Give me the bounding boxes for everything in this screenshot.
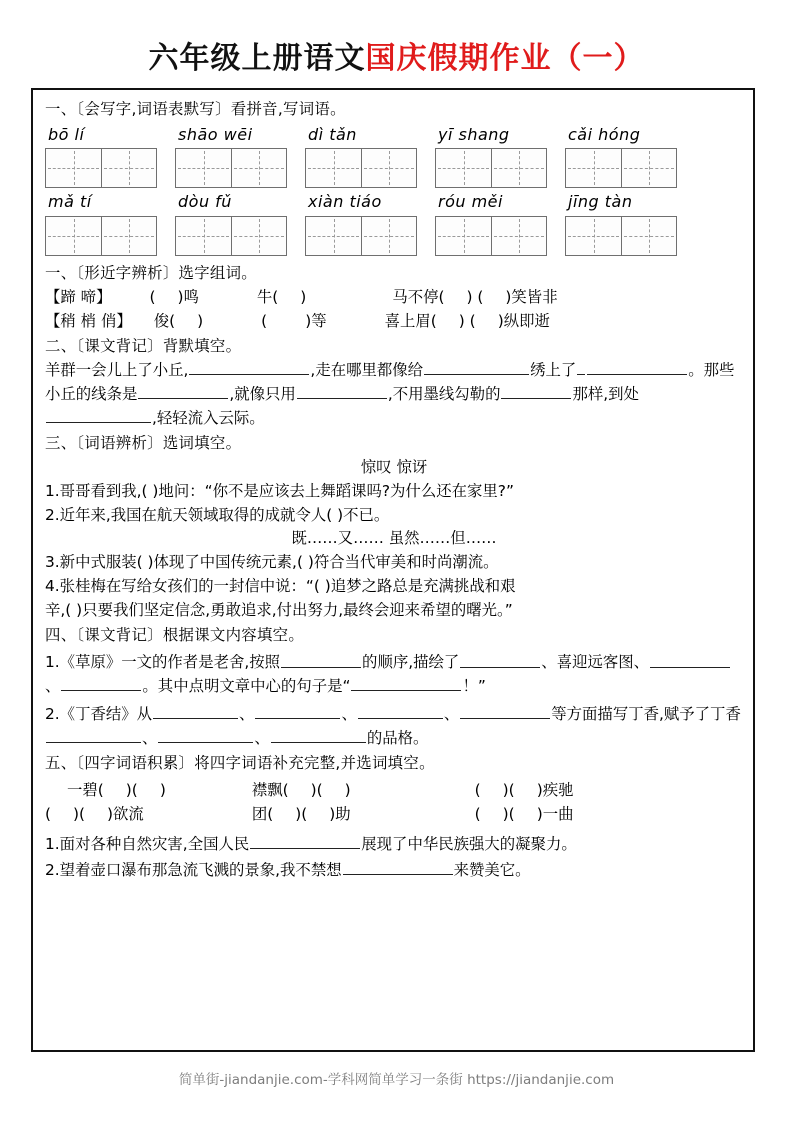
fill-blank[interactable] — [255, 702, 340, 719]
pinyin-grid-row-1 — [45, 123, 743, 189]
section4-heading: 三、〔词语辨析〕选词填空。 — [45, 434, 242, 453]
tianzige-box[interactable] — [305, 148, 417, 188]
pinyin-item — [175, 123, 287, 189]
answer-paren[interactable]: ( )鸣 — [149, 287, 199, 306]
tianzige-cell[interactable] — [101, 217, 156, 255]
pinyin-item — [435, 190, 547, 256]
tianzige-box[interactable] — [565, 216, 677, 256]
section5-question-1: 1.《草原》一文的作者是老舍,按照 的顺序,描绘了 、喜迎远客图、、 。其中点明文章中心的句子是“ ！” — [45, 650, 743, 698]
pinyin-label: yī shang — [438, 124, 510, 144]
idiom-row-2 — [45, 803, 743, 826]
fill-blank[interactable] — [189, 358, 309, 375]
section1-heading: 一、〔会写字,词语表默写〕看拼音,写词语。 — [45, 100, 346, 118]
pinyin-item — [565, 123, 677, 189]
tianzige-cell[interactable] — [306, 149, 361, 187]
pinyin-item — [305, 123, 417, 189]
tianzige-cell[interactable] — [231, 149, 286, 187]
tianzige-cell[interactable] — [46, 149, 101, 187]
tianzige-box[interactable] — [45, 216, 157, 256]
fill-blank[interactable] — [138, 382, 228, 399]
section5-question-2: 2.《丁香结》从 、 、 、 等方面描写丁香,赋予了丁香、 、 的品格。 — [45, 702, 743, 750]
fill-blank[interactable] — [297, 382, 387, 399]
section3-passage: 羊群一会儿上了小丘, ,走在哪里都像给 绣上了 。那些小丘的线条是 ,就像只用 ,不用墨线勾勒的 那样,到处,轻轻流入云际。 — [45, 358, 743, 430]
fill-blank[interactable] — [501, 382, 571, 399]
fill-blank[interactable] — [46, 726, 141, 743]
section4-question-1[interactable]: 1.哥哥看到我,( )地问：“你不是应该去上舞蹈课吗?为什么还在家里?” — [45, 481, 514, 500]
pinyin-label: dì tǎn — [308, 124, 357, 144]
fill-blank[interactable] — [577, 358, 585, 375]
fill-blank[interactable] — [250, 832, 360, 849]
tianzige-cell[interactable] — [436, 217, 491, 255]
word-bank-1: 惊叹 惊讶 — [360, 457, 428, 476]
fill-blank[interactable] — [153, 702, 238, 719]
pinyin-label: jīng tàn — [568, 192, 633, 212]
tianzige-cell[interactable] — [361, 217, 416, 255]
pinyin-label: cǎi hóng — [568, 124, 641, 144]
tianzige-cell[interactable] — [436, 149, 491, 187]
worksheet-frame — [31, 88, 755, 1052]
pinyin-label: dòu fǔ — [178, 192, 232, 212]
pinyin-item — [45, 123, 157, 189]
page-title — [0, 0, 793, 83]
fill-blank[interactable] — [158, 726, 253, 743]
pinyin-item — [565, 190, 677, 256]
tianzige-cell[interactable] — [176, 217, 231, 255]
section4-question-4-line1[interactable]: 4.张桂梅在写给女孩们的一封信中说：“( )追梦之路总是充满挑战和艰 — [45, 576, 516, 595]
section6-heading: 五、〔四字词语积累〕将四字词语补充完整,并选词填空。 — [45, 754, 435, 773]
tianzige-box[interactable] — [305, 216, 417, 256]
tianzige-box[interactable] — [175, 148, 287, 188]
pinyin-label: mǎ tí — [48, 192, 92, 212]
fill-blank[interactable] — [358, 702, 443, 719]
tianzige-cell[interactable] — [306, 217, 361, 255]
pinyin-item — [175, 190, 287, 256]
answer-paren[interactable]: 俊( ) — [153, 311, 204, 330]
section4-question-2[interactable]: 2.近年来,我国在航天领域取得的成就令人( )不已。 — [45, 505, 390, 524]
idiom-item[interactable]: ( )( )疾驰 — [474, 780, 574, 799]
tianzige-cell[interactable] — [566, 149, 621, 187]
tianzige-cell[interactable] — [491, 217, 546, 255]
section2-row-1 — [45, 286, 743, 309]
fill-blank[interactable] — [351, 674, 461, 691]
tianzige-box[interactable] — [175, 216, 287, 256]
pinyin-item — [305, 190, 417, 256]
fill-blank[interactable] — [460, 650, 540, 667]
tianzige-cell[interactable] — [176, 149, 231, 187]
answer-paren[interactable]: 马不停( ) ( )笑皆非 — [392, 287, 558, 306]
pinyin-label: xiàn tiáo — [308, 192, 382, 212]
idiom-item[interactable]: 团( )( )助 — [251, 804, 351, 823]
word-bank-2: 既……又…… 虽然……但…… — [291, 529, 497, 548]
section4-question-3[interactable]: 3.新中式服装( )体现了中国传统元素,( )符合当代审美和时尚潮流。 — [45, 553, 499, 572]
tianzige-box[interactable] — [435, 216, 547, 256]
fill-blank[interactable] — [61, 674, 141, 691]
section4-question-4-line2[interactable]: 辛,( )只要我们坚定信念,勇敢追求,付出努力,最终会迎来希望的曙光。” — [45, 600, 513, 619]
fill-blank[interactable] — [650, 650, 730, 667]
section2-row-2 — [45, 310, 743, 333]
section6-question-1: 1.面对各种自然灾害,全国人民 展现了中华民族强大的凝聚力。 — [45, 832, 743, 856]
tianzige-cell[interactable] — [231, 217, 286, 255]
pinyin-label: bō lí — [48, 124, 85, 144]
char-group-label: 【稍 梢 俏】 — [45, 311, 132, 330]
fill-blank[interactable] — [343, 858, 453, 875]
section2-heading: 一、〔形近字辨析〕选字组词。 — [45, 264, 257, 283]
tianzige-cell[interactable] — [101, 149, 156, 187]
tianzige-cell[interactable] — [361, 149, 416, 187]
tianzige-cell[interactable] — [566, 217, 621, 255]
idiom-item[interactable]: ( )( )一曲 — [474, 804, 574, 823]
answer-paren[interactable]: 牛( ) — [256, 287, 307, 306]
answer-paren[interactable]: 喜上眉( ) ( )纵即逝 — [384, 311, 550, 330]
idiom-row-1 — [45, 779, 743, 802]
fill-blank[interactable] — [46, 406, 151, 423]
page-title-black: 六年级上册语文 — [148, 41, 366, 76]
tianzige-box[interactable] — [565, 148, 677, 188]
idiom-item[interactable]: 襟飘( )( ) — [251, 780, 351, 799]
footer-watermark: 简单街-jiandanjie.com-学科网简单学习一条街 https://jiandanjie.com — [178, 1072, 615, 1088]
char-group-label: 【蹄 啼】 — [45, 287, 112, 306]
section5-heading: 四、〔课文背记〕根据课文内容填空。 — [45, 625, 305, 644]
fill-blank[interactable] — [271, 726, 366, 743]
tianzige-cell[interactable] — [621, 217, 676, 255]
tianzige-cell[interactable] — [621, 149, 676, 187]
fill-blank[interactable] — [587, 358, 687, 375]
section3-heading: 二、〔课文背记〕背默填空。 — [45, 336, 242, 355]
section6-question-2: 2.望着壶口瀑布那急流飞溅的景象,我不禁想 来赞美它。 — [45, 858, 743, 882]
tianzige-cell[interactable] — [491, 149, 546, 187]
page-title-red: 国庆假期作业（一） — [365, 41, 645, 76]
tianzige-box[interactable] — [435, 148, 547, 188]
tianzige-cell[interactable] — [46, 217, 101, 255]
pinyin-grid-row-2 — [45, 190, 743, 256]
answer-paren[interactable]: ( )等 — [261, 311, 327, 330]
idiom-item[interactable]: 一碧( )( ) — [67, 780, 166, 799]
fill-blank[interactable] — [281, 650, 361, 667]
pinyin-label: shāo wēi — [178, 124, 253, 144]
tianzige-box[interactable] — [45, 148, 157, 188]
idiom-item[interactable]: ( )( )欲流 — [45, 804, 144, 823]
fill-blank[interactable] — [424, 358, 529, 375]
fill-blank[interactable] — [460, 702, 550, 719]
pinyin-label: róu měi — [438, 192, 503, 212]
pinyin-item — [435, 123, 547, 189]
pinyin-item — [45, 190, 157, 256]
